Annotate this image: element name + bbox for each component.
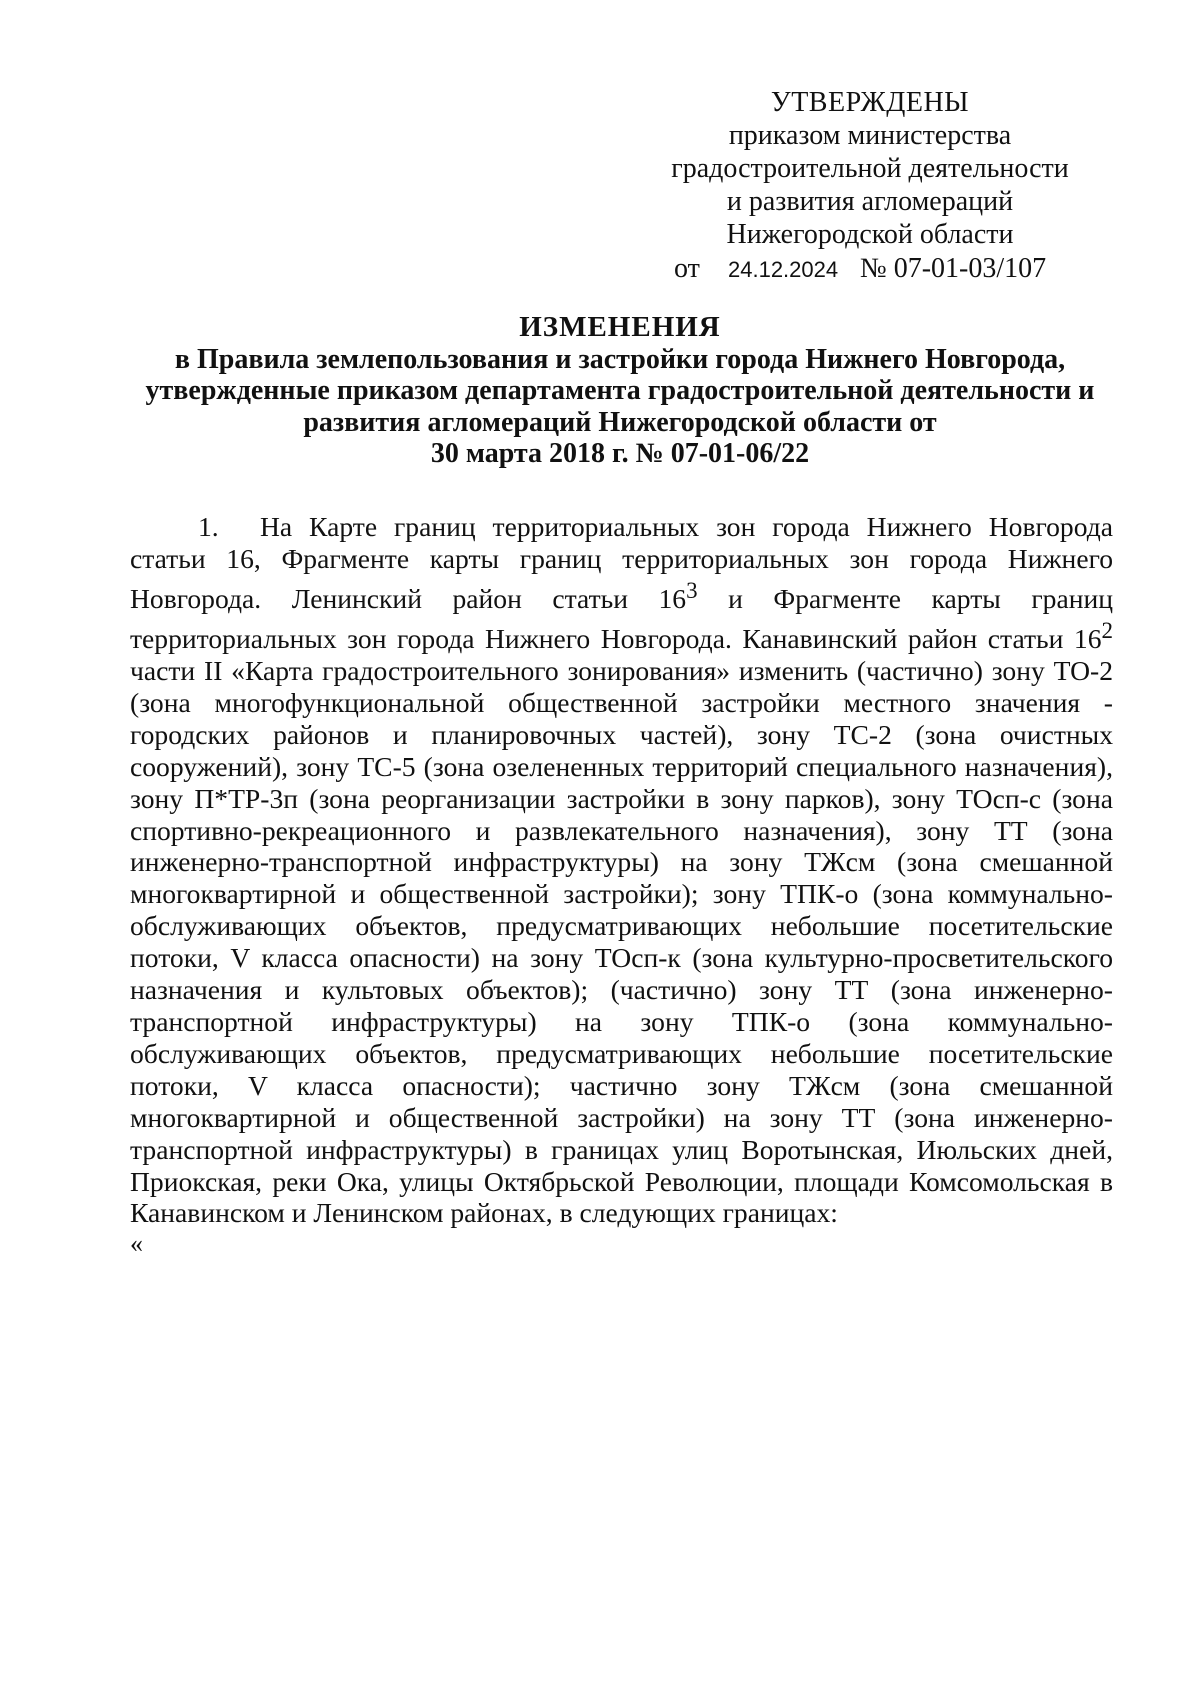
approval-line: приказом министерства	[728, 120, 1012, 151]
approval-line: Нижегородской области	[726, 219, 1014, 250]
opening-quote: «	[130, 1229, 143, 1258]
title-line: развития агломераций Нижегородской области от	[303, 406, 937, 438]
approval-stamp	[660, 86, 1080, 251]
order-date: 24.12.2024	[728, 257, 839, 282]
order-number: № 07-01-03/107	[860, 253, 1047, 284]
title-line: в Правила землепользования и застройки города Нижнего Новгорода,	[174, 343, 1066, 375]
title-line: 30 марта 2018 г. № 07-01-06/22	[430, 438, 810, 469]
approval-line: и развития агломераций	[726, 186, 1014, 217]
approval-line: градостроительной деятельности	[671, 153, 1069, 184]
paragraph-text-b: и Фрагменте карты границ территориальных зон города Нижнего Новгорода. Канавинский район статьи 16	[130, 583, 1114, 655]
paragraph-number: 1.	[198, 511, 219, 542]
approval-heading: УТВЕРЖДЕНЫ	[770, 87, 970, 118]
order-from-label: от	[674, 253, 700, 284]
superscript-b: 2	[1101, 617, 1113, 643]
title-line: утвержденные приказом департамента градостроительной деятельности и	[145, 375, 1095, 406]
document-title	[130, 312, 1110, 470]
paragraph-1	[130, 511, 1113, 1229]
paragraph-text-c: части II «Карта градостроительного зонирования» изменить (частично) зону ТО-2 (зона многофункциональной общественной застройки местного значения - городских районов и планировочных частей), зону ТС-2 (зона очистных сооружений), зону ТС-5 (зона озелененных территорий специального назначения), зону П*ТР-3п (зона реорганизации застройки в зону парков), зону ТОсп-с (зона спортивно-рекреационного и развлекательного назначения), зону ТТ (зона инженерно-транспортной инфраструктуры) на зону ТЖсм (зона смешанной многоквартирной и общественной застройки); зону ТПК-о (зона коммунально-обслуживающих объектов, предусматривающих небольшие посетительские потоки, V класса опасности) на зону ТОсп-к (зона культурно-просветительского назначения и культовых объектов); (частично) зону ТТ (зона инженерно-транспортной инфраструктуры) на зону ТПК-о (зона коммунально-обслуживающих объектов, предусматривающих небольшие посетительские потоки, V класса опасности); частично зону ТЖсм (зона смешанной многоквартирной и общественной застройки) на зону ТТ (зона инженерно-транспортной инфраструктуры) в границах улиц Воротынская, Июльских дней, Приокская, реки Ока, улицы Октябрьской Революции, площади Комсомольская в Канавинском и Ленинском районах, в следующих границах:	[130, 655, 1113, 1229]
order-details	[674, 252, 1046, 286]
superscript-a: 3	[686, 577, 698, 603]
title-main: ИЗМЕНЕНИЯ	[519, 311, 721, 343]
paragraph-text-a: На Карте границ территориальных зон города Нижнего Новгорода статьи 16, Фрагменте карты границ территориальных зон города Нижнего Новгорода. Ленинский район статьи 16	[130, 511, 1113, 614]
